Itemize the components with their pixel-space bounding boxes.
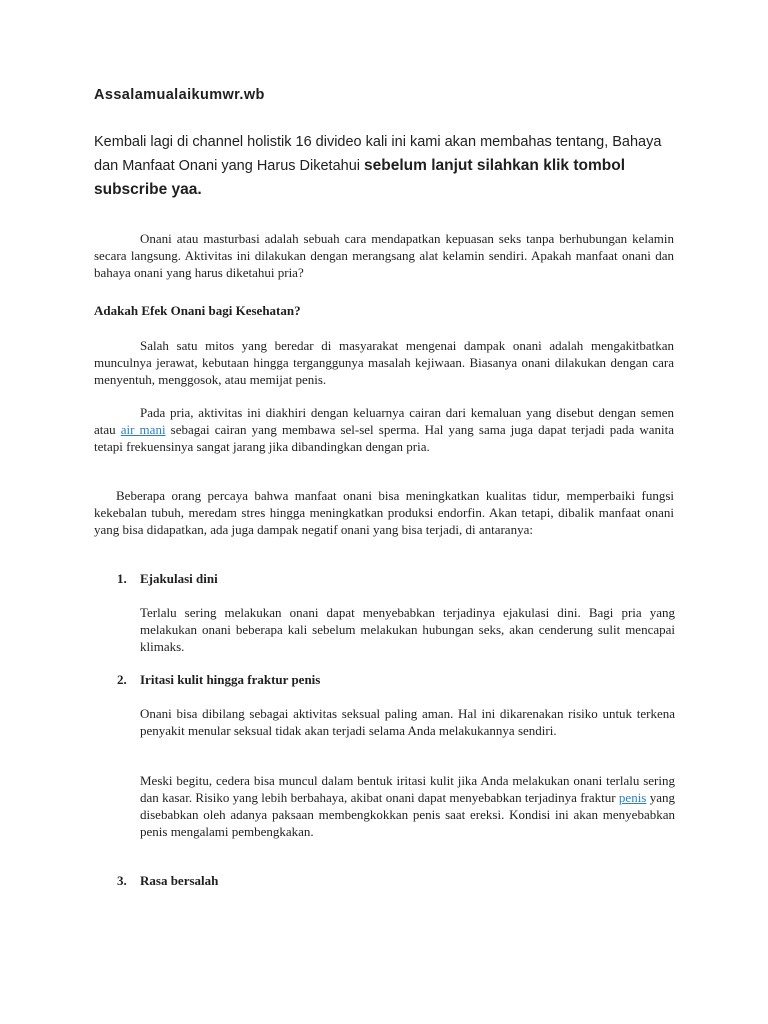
list-title-guilt: Rasa bersalah — [140, 873, 219, 888]
list-title-skin-irritation: Iritasi kulit hingga fraktur penis — [140, 672, 321, 687]
paragraph-semen-text-start: Pada pria, aktivitas ini diakhiri dengan keluarnya cairan dari kemaluan yang disebut dengan semen atau — [94, 405, 674, 437]
section-heading-health-effects: Adakah Efek Onani bagi Kesehatan? — [94, 303, 301, 318]
paragraph-semen-text-end: sebagai cairan yang membawa sel-sel sperma. Hal yang sama juga dapat terjadi pada wanita tetapi frekuensinya sangat jarang jika dibandingkan dengan pria. — [94, 422, 674, 454]
list-body-2b — [140, 772, 675, 840]
list-item-title-3 — [117, 873, 218, 889]
list-body-2a: Onani bisa dibilang sebagai aktivitas seksual paling aman. Hal ini dikarenakan risiko untuk terkena penyakit menular seksual tidak akan terjadi selama Anda melakukannya sendiri. — [140, 706, 675, 738]
list-body-2b-text-start: Meski begitu, cedera bisa muncul dalam bentuk iritasi kulit jika Anda melakukan onani terlalu sering dan kasar. Risiko yang lebih berbahaya, akibat onani dapat menyebabkan terjadinya fraktur — [140, 773, 675, 805]
list-number-1: 1. — [117, 571, 127, 586]
intro-text: Kembali lagi di channel holistik 16 divideo kali ini kami akan membahas tentang, Bahaya dan Manfaat Onani yang Harus Diketahui — [94, 134, 662, 174]
paragraph-definition: Onani atau masturbasi adalah sebuah cara mendapatkan kepuasan seks tanpa berhubungan kelamin secara langsung. Aktivitas ini dilakukan dengan merangsang alat kelamin sendiri. Apakah manfaat onani dan bahaya onani yang harus diketahui pria? — [94, 231, 674, 280]
paragraph-semen — [94, 404, 674, 455]
paragraph-myths: Salah satu mitos yang beredar di masyarakat mengenai dampak onani adalah mengakitbatkan munculnya jerawat, kebutaan hingga terganggunya masalah kejiwaan. Biasanya onani dilakukan dengan cara menyentuh, menggosok, atau memijat penis. — [94, 338, 674, 387]
link-air-mani[interactable]: air mani — [120, 422, 166, 437]
list-item-title-1 — [117, 571, 218, 587]
list-body-1: Terlalu sering melakukan onani dapat menyebabkan terjadinya ejakulasi dini. Bagi pria yang melakukan onani beberapa kali sebelum melakukan hubungan seks, akan cenderung sulit mencapai klimaks. — [140, 605, 675, 654]
list-title-premature-ejaculation: Ejakulasi dini — [140, 571, 218, 586]
list-number-2: 2. — [117, 672, 127, 687]
list-body-2b-text-end: yang disebabkan oleh adanya paksaan membengkokkan penis saat ereksi. Kondisi ini akan menyebabkan penis mengalami pembengkakan. — [140, 790, 675, 839]
link-penis[interactable]: penis — [618, 790, 647, 805]
list-item-title-2 — [117, 672, 320, 688]
list-number-3: 3. — [117, 873, 127, 888]
intro-paragraph — [94, 130, 684, 202]
greeting-text: Assalamualaikumwr.wb — [94, 87, 265, 103]
paragraph-benefits: Beberapa orang percaya bahwa manfaat onani bisa meningkatkan kualitas tidur, memperbaiki fungsi kekebalan tubuh, meredam stres hingga meningkatkan produksi endorfin. Akan tetapi, dibalik manfaat onani yang bisa didapatkan, ada juga dampak negatif onani yang bisa terjadi, di antaranya: — [94, 488, 674, 537]
subscribe-call-to-action: sebelum lanjut silahkan klik tombol subscribe yaa. — [94, 157, 626, 198]
